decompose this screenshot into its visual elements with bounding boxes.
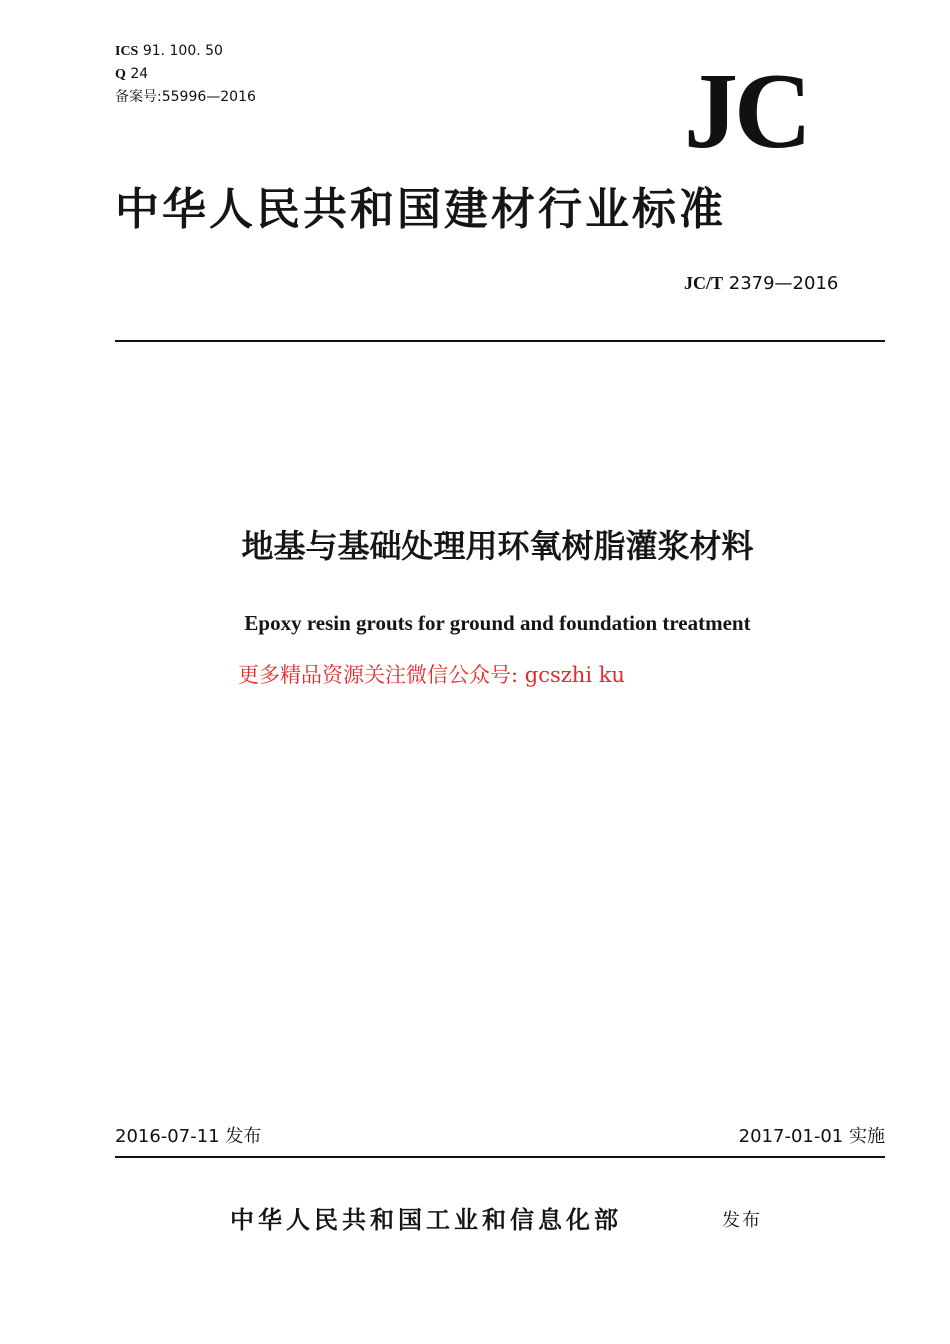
- ccs-label: Q: [115, 67, 126, 82]
- standard-year-number: 2379—2016: [728, 273, 839, 294]
- ccs-value: 24: [130, 66, 149, 82]
- document-title-english: Epoxy resin grouts for ground and foundation treatment: [244, 611, 751, 635]
- ics-value: 91. 100. 50: [142, 43, 223, 59]
- ccs-code: [115, 65, 148, 84]
- issue-date: 2016-07-11 发布: [115, 1126, 262, 1147]
- record-number: 备案号:55996—2016: [115, 89, 256, 105]
- watermark-text: 更多精品资源关注微信公众号: gcszhi ku: [238, 663, 625, 687]
- standard-code: JC/T: [684, 273, 724, 293]
- top-divider: [115, 340, 885, 342]
- effective-date: 2017-01-01 实施: [738, 1126, 885, 1147]
- publisher-name: 中华人民共和国工业和信息化部: [230, 1205, 622, 1234]
- publish-label: 发布: [722, 1210, 762, 1231]
- standard-number: [684, 272, 838, 295]
- ics-label: ICS: [115, 44, 139, 59]
- industry-standard-title: 中华人民共和国建材行业标准: [115, 184, 726, 235]
- jc-logo: JC: [684, 52, 808, 171]
- document-title-chinese: 地基与基础处理用环氧树脂灌浆材料: [241, 527, 754, 565]
- ics-code: [115, 42, 223, 61]
- bottom-divider: [115, 1156, 885, 1158]
